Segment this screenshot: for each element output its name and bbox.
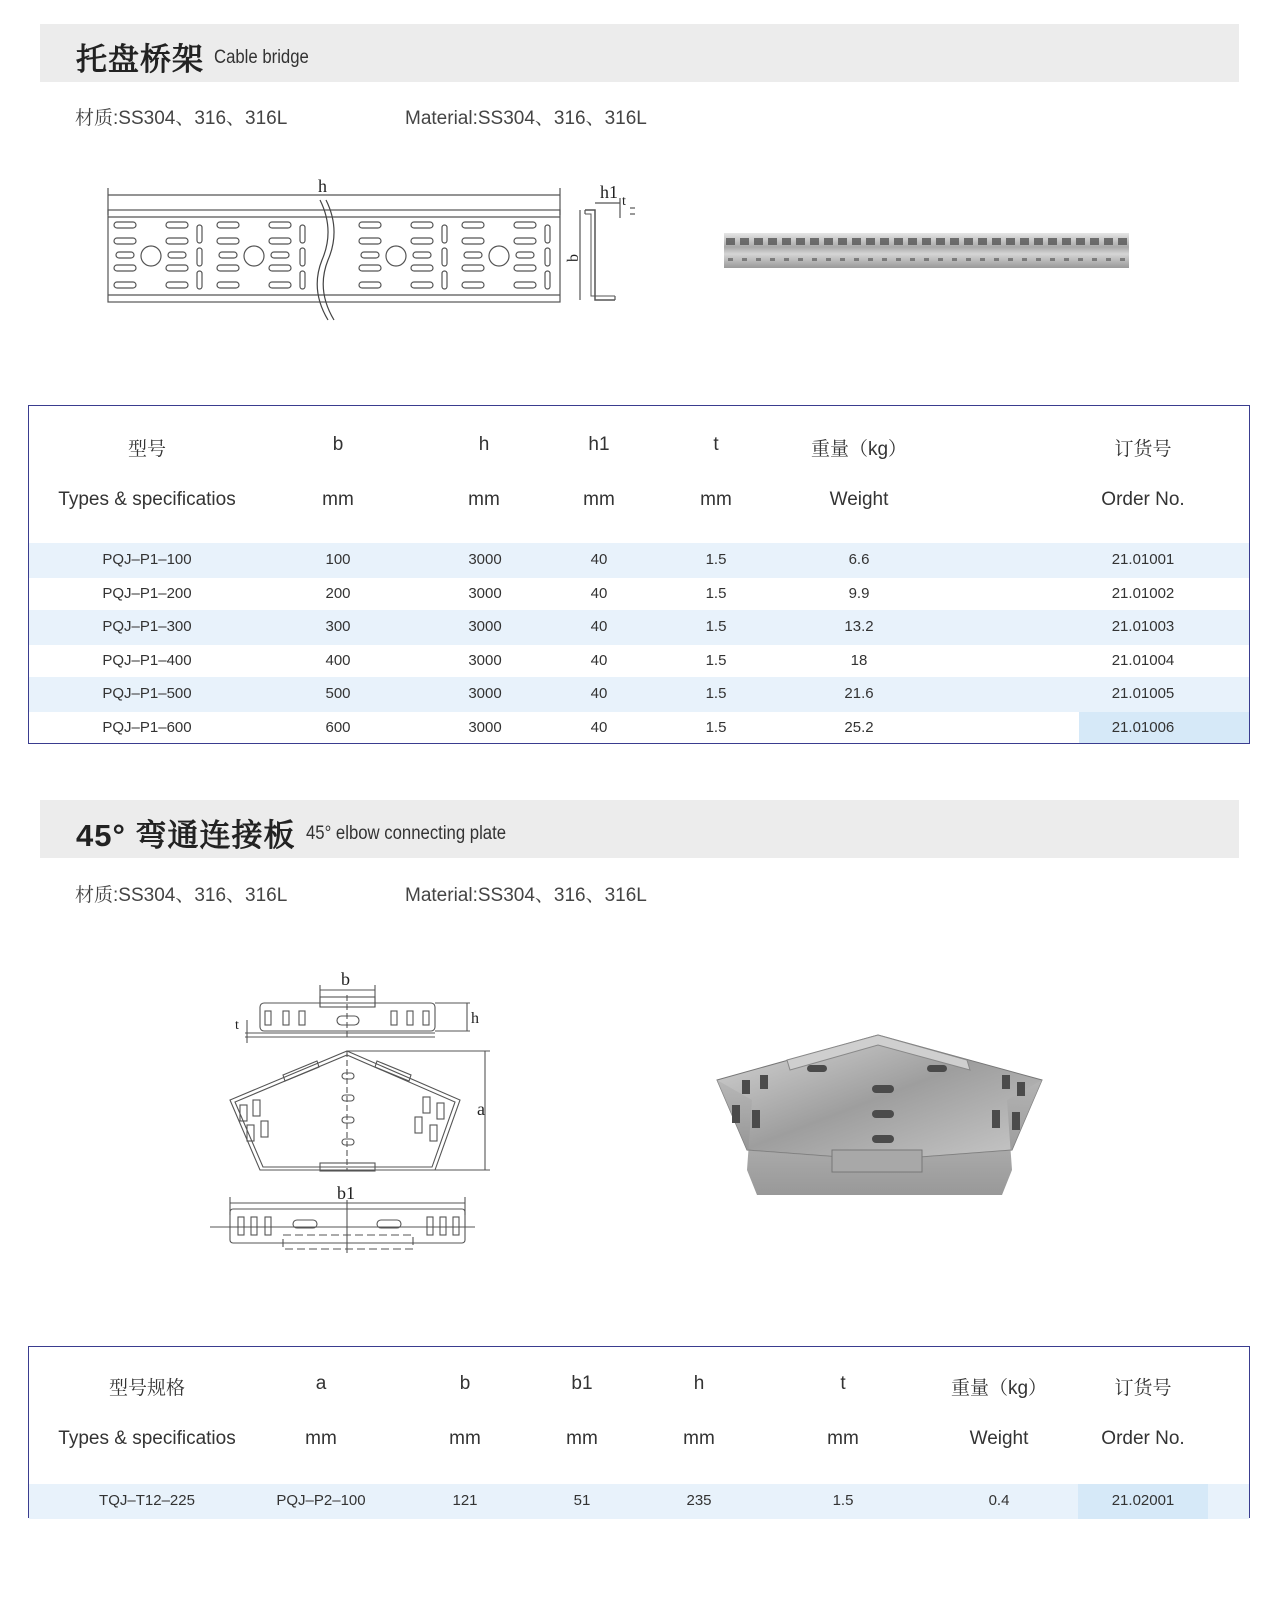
dim-label-b: b [565,254,582,262]
table-cell: 3000 [468,651,502,669]
table-cell: PQJ–P1–100 [102,551,192,568]
table-cell: 300 [325,618,351,635]
elbow-plate-spec-table [28,1346,1250,1518]
t1-header-t-zh: t [713,434,719,455]
dim2-label-b1: b1 [337,1183,355,1203]
table-row [29,577,1249,612]
t1-header-h1-zh: h1 [588,434,610,455]
t2-header-weight-en: Weight [969,1428,1029,1449]
table-cell: 1.5 [705,651,727,669]
t2-header-b1-zh: b1 [571,1373,593,1394]
table-cell: 21.01002 [1111,584,1175,602]
t2-header-t-en: mm [827,1428,859,1449]
table-cell: 600 [325,718,351,736]
table-row [29,677,1249,712]
table-cell: 40 [590,584,608,602]
t1-header-type-en: Types & specificatios [58,489,236,510]
table-cell: 40 [590,551,608,568]
t1-header-b-en: mm [322,489,354,510]
table-cell: 100 [325,551,351,568]
table-cell: 21.01005 [1111,685,1175,702]
dim2-label-b: b [341,969,350,989]
table-cell: 6.6 [848,551,870,568]
t1-header-t-en: mm [700,489,732,510]
table-row [29,543,1249,578]
table-cell: 21.02001 [1111,1492,1175,1509]
table-cell: 3000 [468,685,502,702]
t1-header-b-zh: b [332,434,344,455]
cable-bridge-spec-table [28,405,1250,744]
table-row [29,644,1249,679]
table-cell: 3000 [468,584,502,602]
table-cell: 1.5 [705,718,727,736]
t2-header-h-zh: h [693,1373,705,1394]
section2-title-bar [40,800,1239,858]
table-cell: 40 [590,618,608,635]
table-cell: 235 [686,1492,712,1509]
table-cell: 1.5 [705,551,727,568]
t2-header-a-zh: a [315,1373,327,1394]
table-cell: 40 [590,651,608,669]
table-cell: 500 [325,685,351,702]
t2-header-b1-en: mm [566,1428,598,1449]
table-cell: 200 [325,584,351,602]
section1-title-bar [40,24,1239,82]
t1-header-h-zh: h [478,434,490,455]
table-cell: 21.01001 [1111,551,1175,568]
t2-header-b-zh: b [459,1373,471,1394]
t2-header-weight-zh: 重量（kg） [950,1378,1048,1399]
table-cell: 18 [850,651,868,669]
t1-header-weight-en: Weight [829,489,889,510]
table-row [29,1484,1249,1519]
section2-material-en: Material:SS304、316、316L [405,885,647,906]
t2-header-h-en: mm [683,1428,715,1449]
dim-label-t: t [622,194,626,209]
section1-title-zh: 托盘桥架 [76,42,204,77]
table-cell: 21.01003 [1111,618,1175,635]
table-cell: 3000 [468,551,502,568]
t1-header-order-zh: 订货号 [1114,439,1172,460]
t1-header-h1-en: mm [583,489,615,510]
t2-header-a-en: mm [305,1428,337,1449]
section1-material-zh: 材质:SS304、316、316L [75,108,288,129]
section2-material-zh: 材质:SS304、316、316L [75,885,288,906]
section2-title-en: 45° elbow connecting plate [306,823,507,844]
t1-header-weight-zh: 重量（kg） [810,439,908,460]
table-cell: 0.4 [988,1492,1010,1509]
table-cell: PQJ–P1–600 [102,718,192,736]
dim2-label-t: t [235,1018,239,1033]
table-cell: PQJ–P2–100 [276,1492,366,1509]
table-cell: 1.5 [705,618,727,635]
table-cell: 400 [325,651,351,669]
elbow-plate-photo [712,1030,1047,1200]
section2-title-zh: 45° 弯通连接板 [76,818,296,853]
elbow-plate-drawing [205,965,505,1255]
table-cell: 3000 [468,618,502,635]
table-cell: 121 [452,1492,478,1509]
table-cell: 21.6 [844,685,874,702]
table-row [29,610,1249,645]
t2-header-order-zh: 订货号 [1114,1378,1172,1399]
t2-header-type-en: Types & specificatios [58,1428,236,1449]
dim2-label-h: h [471,1010,479,1027]
table-row [29,711,1249,746]
table-cell: 40 [590,718,608,736]
table-cell: 13.2 [844,618,874,635]
t2-header-type-zh: 型号规格 [108,1378,186,1399]
table-cell: 3000 [468,718,502,736]
table-cell: 51 [573,1492,591,1509]
table-cell: 9.9 [848,584,870,602]
t2-header-b-en: mm [449,1428,481,1449]
cable-bridge-photo [724,228,1129,273]
table-cell: 1.5 [705,685,727,702]
section1-material-en: Material:SS304、316、316L [405,108,647,129]
t1-header-order-en: Order No. [1101,489,1185,510]
table-cell: 1.5 [705,584,727,602]
table-cell: 21.01004 [1111,651,1175,669]
table-cell: PQJ–P1–200 [102,584,192,602]
table-cell: TQJ–T12–225 [99,1492,195,1509]
t1-header-h-en: mm [468,489,500,510]
table-cell: PQJ–P1–400 [102,651,192,669]
table-cell: PQJ–P1–300 [102,618,192,635]
table-cell: 1.5 [832,1492,854,1509]
table-cell: 25.2 [844,718,874,736]
dim-label-h1: h1 [600,182,618,202]
t2-header-order-en: Order No. [1101,1428,1185,1449]
t1-header-type-zh: 型号 [127,439,167,460]
table-cell: PQJ–P1–500 [102,685,192,702]
table-cell: 40 [590,685,608,702]
cable-bridge-drawing [100,170,660,330]
dim-label-h: h [318,176,327,196]
section1-title-en: Cable bridge [214,47,309,68]
dim2-label-a: a [477,1099,485,1119]
table-cell: 21.01006 [1111,718,1175,736]
t2-header-t-zh: t [840,1373,846,1394]
